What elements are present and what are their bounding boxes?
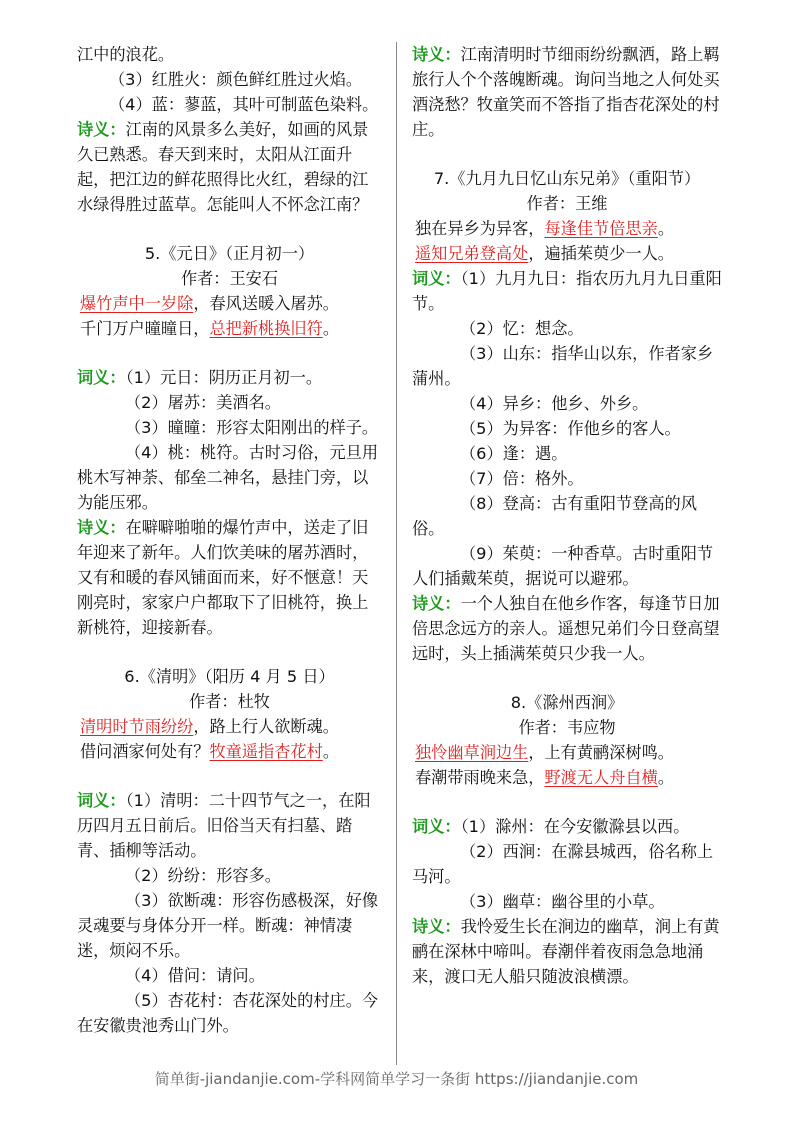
poem-author: 作者：杜牧 bbox=[189, 692, 270, 711]
word-gloss: （2）纷纷：形容多。 bbox=[125, 866, 281, 885]
word-gloss: 词义：（1）元日：阴历正月初一。 bbox=[77, 368, 323, 387]
highlight-phrase: 独怜幽草涧边生 bbox=[415, 743, 529, 762]
poem-title: 7.《九月九日忆山东兄弟》（重阳节） bbox=[433, 169, 701, 188]
poem-meaning: 诗义：在噼噼啪啪的爆竹声中，送走了旧年迎来了新年。人们饮美味的屠苏酒时，又有和暖的春风铺面而来，好不惬意！天刚亮时，家家户户都取下了旧桃符，换上新桃符，迎接新春。 bbox=[77, 518, 369, 637]
poem-author: 作者：王安石 bbox=[180, 269, 279, 288]
word-gloss: （4）异乡：他乡、外乡。 bbox=[460, 394, 649, 413]
word-gloss: （9）茱萸：一种香草。古时重阳节人们插戴茱萸，据说可以避邪。 bbox=[412, 544, 714, 588]
gloss-label: 词义： bbox=[412, 269, 461, 288]
intro-line: 江中的浪花。 bbox=[77, 45, 175, 64]
gloss-label: 词义： bbox=[77, 791, 126, 810]
intro-line: （4）蓝：蓼蓝，其叶可制蓝色染料。 bbox=[109, 95, 379, 114]
word-gloss: （4）桃：桃符。古时习俗，元旦用桃木写神荼、郁垒二神名，悬挂门旁，以为能压邪。 bbox=[77, 443, 379, 512]
poem-author: 作者：王维 bbox=[526, 194, 608, 213]
poem-meaning: 诗义：江南清明时节细雨纷纷飘洒，路上羁旅行人个个落魄断魂。询问当地之人何处买酒浇愁？牧童笑而不答指了指杏花深处的村庄。 bbox=[412, 45, 720, 139]
poem-line: 清明时节雨纷纷，路上行人欲断魂。 bbox=[80, 717, 339, 736]
poem-line: 遥知兄弟登高处，遍插茱萸少一人。 bbox=[415, 244, 674, 263]
poem-line: 春潮带雨晚来急，野渡无人舟自横。 bbox=[415, 768, 674, 787]
poem-meaning bbox=[77, 117, 382, 217]
highlight-phrase: 遥知兄弟登高处 bbox=[415, 244, 529, 263]
meaning-label: 诗义： bbox=[77, 120, 126, 139]
word-gloss: （2）屠苏：美酒名。 bbox=[125, 393, 281, 412]
word-gloss: （2）忆：想念。 bbox=[460, 319, 584, 338]
highlight-phrase: 清明时节雨纷纷 bbox=[80, 717, 194, 736]
gloss-label: 词义： bbox=[412, 817, 461, 836]
highlight-phrase: 牧童遥指杏花村 bbox=[209, 742, 323, 761]
poem-line: 借问酒家何处有？牧童遥指杏花村。 bbox=[80, 742, 339, 761]
highlight-phrase: 总把新桃换旧符 bbox=[209, 319, 323, 338]
word-gloss: （3）曈曈：形容太阳刚出的样子。 bbox=[125, 418, 379, 437]
meaning-label: 诗义： bbox=[412, 594, 461, 613]
word-gloss: （3）山东：指华山以东，作者家乡蒲州。 bbox=[412, 344, 714, 388]
poem-line: 爆竹声中一岁除，春风送暖入屠苏。 bbox=[80, 294, 339, 313]
poem-title: 6.《清明》（阳历 4 月 5 日） bbox=[124, 667, 335, 686]
highlight-phrase: 爆竹声中一岁除 bbox=[80, 294, 194, 313]
poem-author: 作者：韦应物 bbox=[518, 718, 616, 737]
page-footer: 简单街-jiandanjie.com-学科网简单学习一条街 https://jiandanjie.com bbox=[154, 1070, 639, 1088]
poem-line: 千门万户曈曈日，总把新桃换旧符。 bbox=[80, 319, 339, 338]
poem-meaning: 诗义：一个人独自在他乡作客，每逢节日加倍思念远方的亲人。遥想兄弟们今日登高望远时，头上插满茱萸只少我一人。 bbox=[412, 594, 720, 663]
intro-line: （3）红胜火：颜色鲜红胜过火焰。 bbox=[109, 70, 363, 89]
word-gloss: 词义：（1）九月九日：指农历九月九日重阳节。 bbox=[412, 269, 722, 313]
word-gloss: （4）借问：请问。 bbox=[125, 966, 265, 985]
left-column bbox=[77, 42, 382, 1038]
word-gloss: （5）杏花村：杏花深处的村庄。今在安徽贵池秀山门外。 bbox=[77, 991, 379, 1035]
meaning-label: 诗义： bbox=[412, 917, 461, 936]
column-divider bbox=[396, 42, 397, 1065]
right-column bbox=[412, 42, 722, 989]
meaning-label: 诗义： bbox=[77, 518, 126, 537]
word-gloss: 词义：（1）滁州：在今安徽滁县以西。 bbox=[412, 817, 690, 836]
word-gloss: （3）欲断魂：形容伤感极深，好像灵魂要与身体分开一样。断魂：神情凄迷，烦闷不乐。 bbox=[77, 891, 379, 960]
word-gloss: （6）逢：遇。 bbox=[460, 444, 568, 463]
meaning-text: 江南的风景多么美好，如画的风景久已熟悉。春天到来时，太阳从江面升起，把江边的鲜花照得比火红，碧绿的江水绿得胜过蓝草。怎能叫人不怀念江南？ bbox=[77, 120, 369, 214]
poem-meaning: 诗义：我怜爱生长在涧边的幽草，涧上有黄鹂在深林中啼叫。春潮伴着夜雨急急地涌来，渡口无人船只随波浪横漂。 bbox=[412, 917, 720, 986]
word-gloss: 词义：（1）清明：二十四节气之一，在阳历四月五日前后。旧俗当天有扫墓、踏青、插柳等活动。 bbox=[77, 791, 371, 860]
poem-line: 独在异乡为异客，每逢佳节倍思亲。 bbox=[415, 219, 674, 238]
meaning-label: 诗义： bbox=[412, 45, 461, 64]
poem-title: 5.《元日》（正月初一） bbox=[144, 244, 315, 263]
poem-title: 8.《滁州西涧》 bbox=[510, 693, 624, 712]
word-gloss: （8）登高：古有重阳节登高的风俗。 bbox=[412, 494, 697, 538]
word-gloss: （3）幽草：幽谷里的小草。 bbox=[460, 892, 665, 911]
highlight-phrase: 每逢佳节倍思亲 bbox=[544, 219, 658, 238]
word-gloss: （2）西涧：在滁县城西，俗名称上马河。 bbox=[412, 842, 714, 886]
poem-line: 独怜幽草涧边生，上有黄鹂深树鸣。 bbox=[415, 743, 674, 762]
word-gloss: （7）倍：格外。 bbox=[460, 469, 584, 488]
word-gloss: （5）为异客：作他乡的客人。 bbox=[460, 419, 681, 438]
gloss-label: 词义： bbox=[77, 368, 126, 387]
highlight-phrase: 野渡无人舟自横 bbox=[544, 768, 658, 787]
